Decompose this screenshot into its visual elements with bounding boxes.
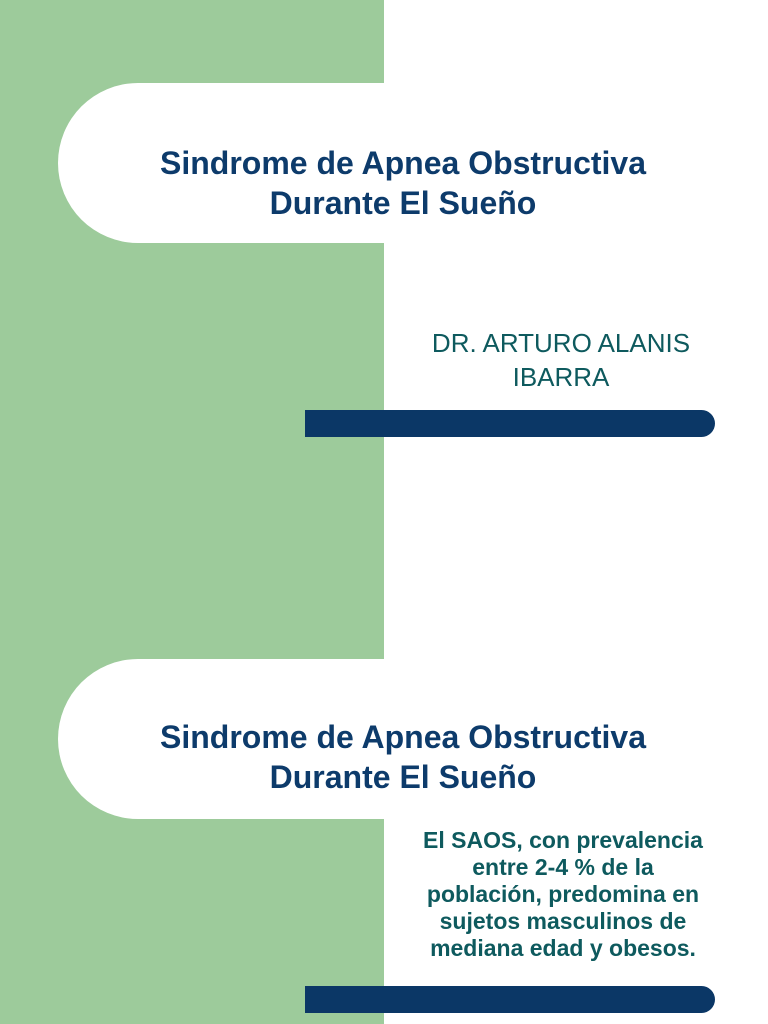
body-line: población, predomina en [426, 881, 700, 907]
body-paragraph [392, 827, 734, 962]
subtitle-line-1: DR. ARTURO ALANIS [431, 328, 691, 358]
subtitle-line-2: IBARRA [512, 362, 610, 392]
title-line-2: Durante El Sueño [269, 185, 537, 221]
title-line-1: Sindrome de Apnea Obstructiva [159, 145, 647, 181]
slide-2 [0, 576, 768, 1024]
slide-title [58, 717, 748, 797]
accent-bar [305, 410, 715, 437]
body-line: El SAOS, con prevalencia [423, 827, 703, 853]
title-line-2: Durante El Sueño [269, 759, 537, 795]
author-subtitle [392, 326, 730, 394]
accent-bar [305, 986, 715, 1013]
body-line: entre 2-4 % de la [472, 854, 654, 880]
body-line: mediana edad y obesos. [430, 935, 696, 961]
slide-title [58, 143, 748, 223]
title-line-1: Sindrome de Apnea Obstructiva [159, 719, 647, 755]
body-line: sujetos masculinos de [439, 908, 687, 934]
